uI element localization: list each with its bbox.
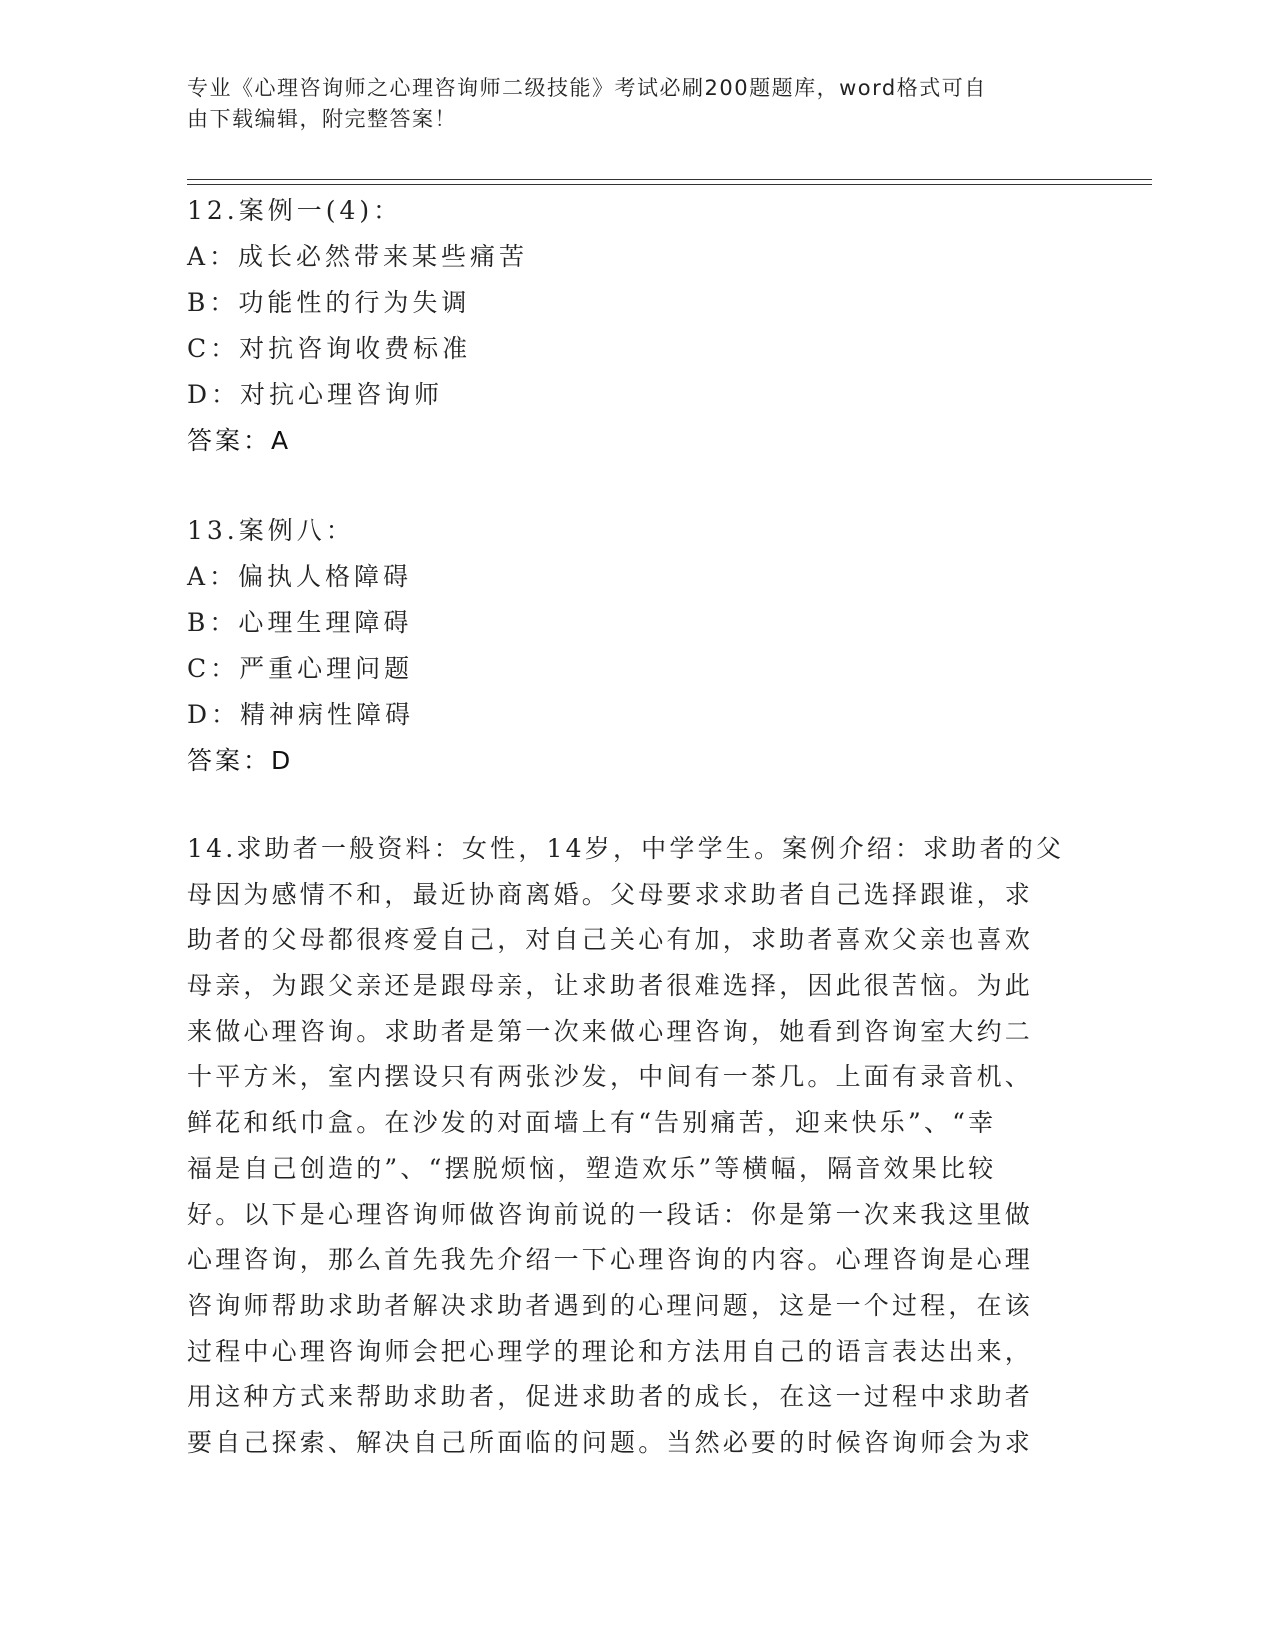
paragraph-line: 14.求助者一般资料：女性，14岁，中学学生。案例介绍：求助者的父 (187, 834, 1065, 863)
paragraph-line: 来做心理咨询。求助者是第一次来做心理咨询，她看到咨询室大约二 (187, 1016, 1034, 1046)
question-14 (187, 826, 1087, 1466)
header-divider-bottom (187, 184, 1152, 185)
document-header (187, 73, 1067, 135)
paragraph-line: 好。以下是心理咨询师做咨询前说的一段话：你是第一次来我这里做 (187, 1199, 1034, 1229)
header-line-1: 专业《心理咨询师之心理咨询师二级技能》考试必刷200题题库，word格式可自 (187, 76, 987, 100)
paragraph-line: 过程中心理咨询师会把心理学的理论和方法用自己的语言表达出来， (187, 1336, 1034, 1366)
question-stem: 13.案例八： (187, 516, 355, 545)
option-c: C：严重心理问题 (187, 654, 414, 683)
paragraph-line: 母因为感情不和，最近协商离婚。父母要求求助者自己选择跟谁，求 (187, 879, 1034, 909)
question-stem: 12.案例一(4)： (187, 196, 403, 225)
option-a: A：偏执人格障碍 (187, 562, 413, 591)
option-b: B：功能性的行为失调 (187, 288, 471, 317)
paragraph-line: 鲜花和纸巾盒。在沙发的对面墙上有“告别痛苦，迎来快乐”、“幸 (187, 1108, 997, 1138)
option-d: D：对抗心理咨询师 (187, 380, 444, 409)
question-12 (187, 188, 1087, 464)
header-line-2: 由下载编辑，附完整答案！ (187, 107, 457, 131)
paragraph-line: 十平方米，室内摆设只有两张沙发，中间有一茶几。上面有录音机、 (187, 1062, 1034, 1092)
answer: 答案：A (187, 426, 292, 455)
paragraph-line: 咨询师帮助求助者解决求助者遇到的心理问题，这是一个过程，在该 (187, 1290, 1034, 1320)
paragraph-line: 母亲，为跟父亲还是跟母亲，让求助者很难选择，因此很苦恼。为此 (187, 971, 1034, 1001)
paragraph-line: 要自己探索、解决自己所面临的问题。当然必要的时候咨询师会为求 (187, 1427, 1034, 1457)
option-b: B：心理生理障碍 (187, 608, 413, 637)
question-13 (187, 508, 1087, 784)
answer: 答案：D (187, 746, 294, 775)
option-c: C：对抗咨询收费标准 (187, 334, 472, 363)
option-d: D：精神病性障碍 (187, 700, 415, 729)
header-divider-top (187, 179, 1152, 180)
paragraph-line: 助者的父母都很疼爱自己，对自己关心有加，求助者喜欢父亲也喜欢 (187, 925, 1034, 955)
paragraph-line: 用这种方式来帮助求助者，促进求助者的成长，在这一过程中求助者 (187, 1382, 1034, 1412)
paragraph-line: 福是自己创造的”、“摆脱烦恼，塑造欢乐”等横幅，隔音效果比较 (187, 1153, 997, 1183)
option-a: A：成长必然带来某些痛苦 (187, 242, 529, 271)
paragraph-line: 心理咨询，那么首先我先介绍一下心理咨询的内容。心理咨询是心理 (187, 1245, 1034, 1275)
